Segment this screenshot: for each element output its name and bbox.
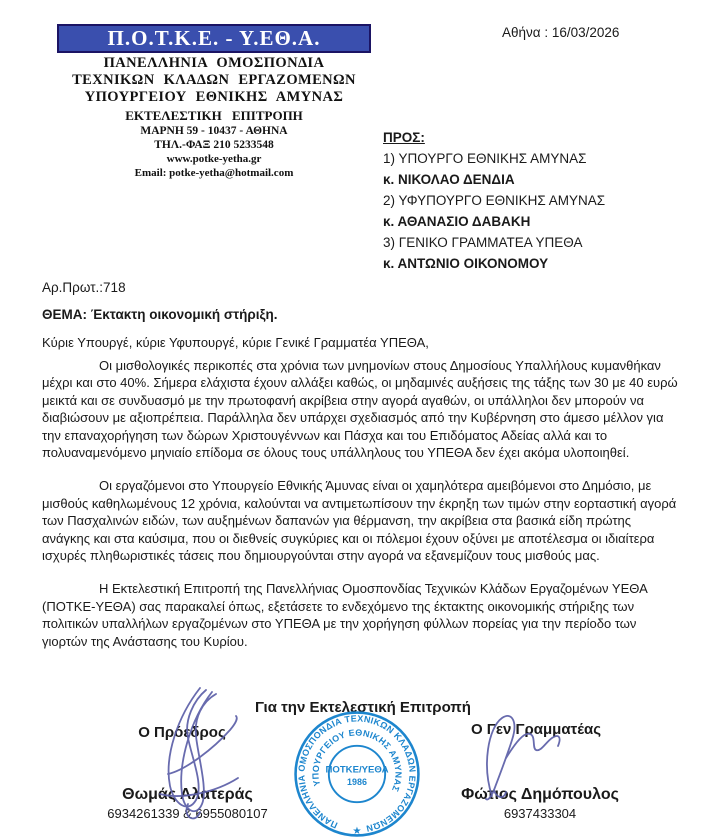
date-line: Αθήνα : 16/03/2026 <box>502 25 620 40</box>
secretary-title: Ο Γεν Γραμματέας <box>470 721 602 738</box>
org-name-line3: ΥΠΟΥΡΓΕΙΟΥ ΕΘΝΙΚΗΣ ΑΜΥΝΑΣ <box>84 89 344 105</box>
recipient-name: κ. ΝΙΚΟΛΑΟ ΔΕΝΔΙΑ <box>383 172 515 187</box>
subject-line: ΘΕΜΑ: Έκτακτη οικονομική στήριξη. <box>42 307 278 322</box>
president-signature-icon <box>138 686 258 826</box>
recipient-name: κ. ΑΘΑΝΑΣΙΟ ΔΑΒΑΚΗ <box>383 214 531 229</box>
letterhead <box>57 24 371 180</box>
protocol-number: Αρ.Πρωτ.:718 <box>42 280 126 295</box>
stamp-star-icon: ★ <box>352 825 362 838</box>
stamp-center-year: 1986 <box>347 776 367 787</box>
org-acronym-banner: Π.Ο.Τ.Κ.Ε. - Υ.ΕΘ.Α. <box>57 24 371 53</box>
president-name: Θωμάς Αλατεράς <box>122 786 253 803</box>
phone-fax-line: ΤΗΛ.-ΦΑΞ 210 5233548 <box>154 139 274 151</box>
recipient-role: 1) ΥΠΟΥΡΓΟ ΕΘΝΙΚΗΣ ΑΜΥΝΑΣ <box>383 151 587 166</box>
president-phones: 6934261339 & 6955080107 <box>107 806 268 821</box>
closing-committee-line: Για την Εκτελεστική Επιτροπή <box>255 699 471 716</box>
recipient-name: κ. ΑΝΤΩΝΙΟ ΟΙΚΟΝΟΜΟΥ <box>383 256 549 271</box>
body-paragraph-2: Οι εργαζόμενοι στο Υπουργείο Εθνικής Άμυνας είναι οι χαμηλότερα αμειβόμενοι στο Δημόσιο, με μισθούς καθηλωμένους 12 χρόνια, καλούνται να αντιμετωπίσουν την έκρηξη των τιμών στην εορταστική αγορά των Πασχαλινών ειδών, των αυξημένων δαπανών για θέρμανση, την ακρίβεια στα βασικά είδη πρώτης ανάγκης και στα καύσιμα, που οι διεθνείς συγκύριες και οι πόλεμοι έχουν οξύνει με αποτέλεσμα οι ιδιαίτερα ισχυρές πληθωριστικές τάσεις που δημιουργούνται στην αγορά να εξανεμίζουν τους μισθούς μας. <box>42 478 677 564</box>
stamp-inner-text: ΥΠΟΥΡΓΕΙΟΥ ΕΘΝΙΚΗΣ ΑΜΥΝΑΣ <box>310 727 404 794</box>
secretary-name: Φώτιος Δημόπουλος <box>461 786 619 803</box>
org-name-line1: ΠΑΝΕΛΛΗΝΙΑ ΟΜΟΣΠΟΝΔΙΑ <box>103 55 325 71</box>
stamp-center-acronym: ΠΟΤΚΕ/ΥΕΘΑ <box>325 764 389 776</box>
secretary-phone: 6937433304 <box>503 806 577 821</box>
organization-stamp-icon <box>293 710 421 838</box>
stamp-outer-text: ΠΑΝΕΛΛΗΝΙΑ ΟΜΟΣΠΟΝΔΙΑ ΤΕΧΝΙΚΩΝ ΚΛΑΔΩΝ ΕΡΓΑΖΟΜΕΝΩΝ <box>296 713 418 834</box>
salutation-line: Κύριε Υπουργέ, κύριε Υφυπουργέ, κύριε Γενικέ Γραμματέα ΥΠΕΘΑ, <box>42 335 429 350</box>
address-line: ΜΑΡΝΗ 59 - 10437 - ΑΘΗΝΑ <box>140 125 288 137</box>
body-paragraph-1: Οι μισθολογικές περικοπές στα χρόνια των μνημονίων στους Δημοσίους Υπαλλήλους κυμανθήκαν μέχρι και στο 40%. Σήμερα ελάχιστα έχουν αλλάξει καθώς, οι μηδαμινές αυξήσεις της τάξης των 30 με 40 ευρώ μεικτά και σε συνδυασμό με την πρωτοφανή ακρίβεια στην αγορά αγαθών, οι υπάλληλοι δεν μπορούν να διαβιώσουν με αξιοπρέπεια. Παράλληλα δεν υπάρχει σχεδιασμός από την Κυβέρνηση στο άμεσο μέλλον για την επαναχορήγηση των δώρων Χριστουγέννων και Πάσχα και του Επιδόματος Αδείας αλλά και το πολυαναμενόμενο μηνιαίο επίδομα σε όλους τους υπάλληλους του ΥΠΕΘΑ δεν έχει ακόμα υλοποιηθεί. <box>42 358 678 461</box>
committee-line: ΕΚΤΕΛΕΣΤΙΚΗ ΕΠΙΤΡΟΠΗ <box>125 108 303 123</box>
email-line: Email: potke-yetha@hotmail.com <box>134 167 294 179</box>
recipient-role: 2) ΥΦΥΠΟΥΡΓΟ ΕΘΝΙΚΗΣ ΑΜΥΝΑΣ <box>383 193 606 208</box>
website-line: www.potke-yetha.gr <box>166 153 262 165</box>
secretary-signature-icon <box>466 706 570 804</box>
recipient-role: 3) ΓΕΝΙΚΟ ΓΡΑΜΜΑΤΕΑ ΥΠΕΘΑ <box>383 235 583 250</box>
letter-body <box>42 357 678 666</box>
org-name-line2: ΤΕΧΝΙΚΩΝ ΚΛΑΔΩΝ ΕΡΓΑΖΟΜΕΝΩΝ <box>72 72 356 88</box>
body-paragraph-3: Η Εκτελεστική Επιτροπή της Πανελλήνιας Ομοσπονδίας Τεχνικών Κλάδων Εργαζομένων ΥΕΘΑ (ΠΟΤΚΕ-ΥΕΘΑ) σας παρακαλεί όπως, εξετάσετε το ενδεχόμενο της έκτακτης οικονομικής στήριξης των πολιτικών υπαλλήλων εργαζομένων στο ΥΠΕΘΑ με την χορήγηση φύλλων πορείας για την περίοδο των γιορτών της Ανάστασης του Κυρίου. <box>42 581 648 649</box>
recipients-label: ΠΡΟΣ: <box>383 130 425 145</box>
recipients-block <box>383 127 605 274</box>
president-title: Ο Πρόεδρος <box>138 724 226 741</box>
